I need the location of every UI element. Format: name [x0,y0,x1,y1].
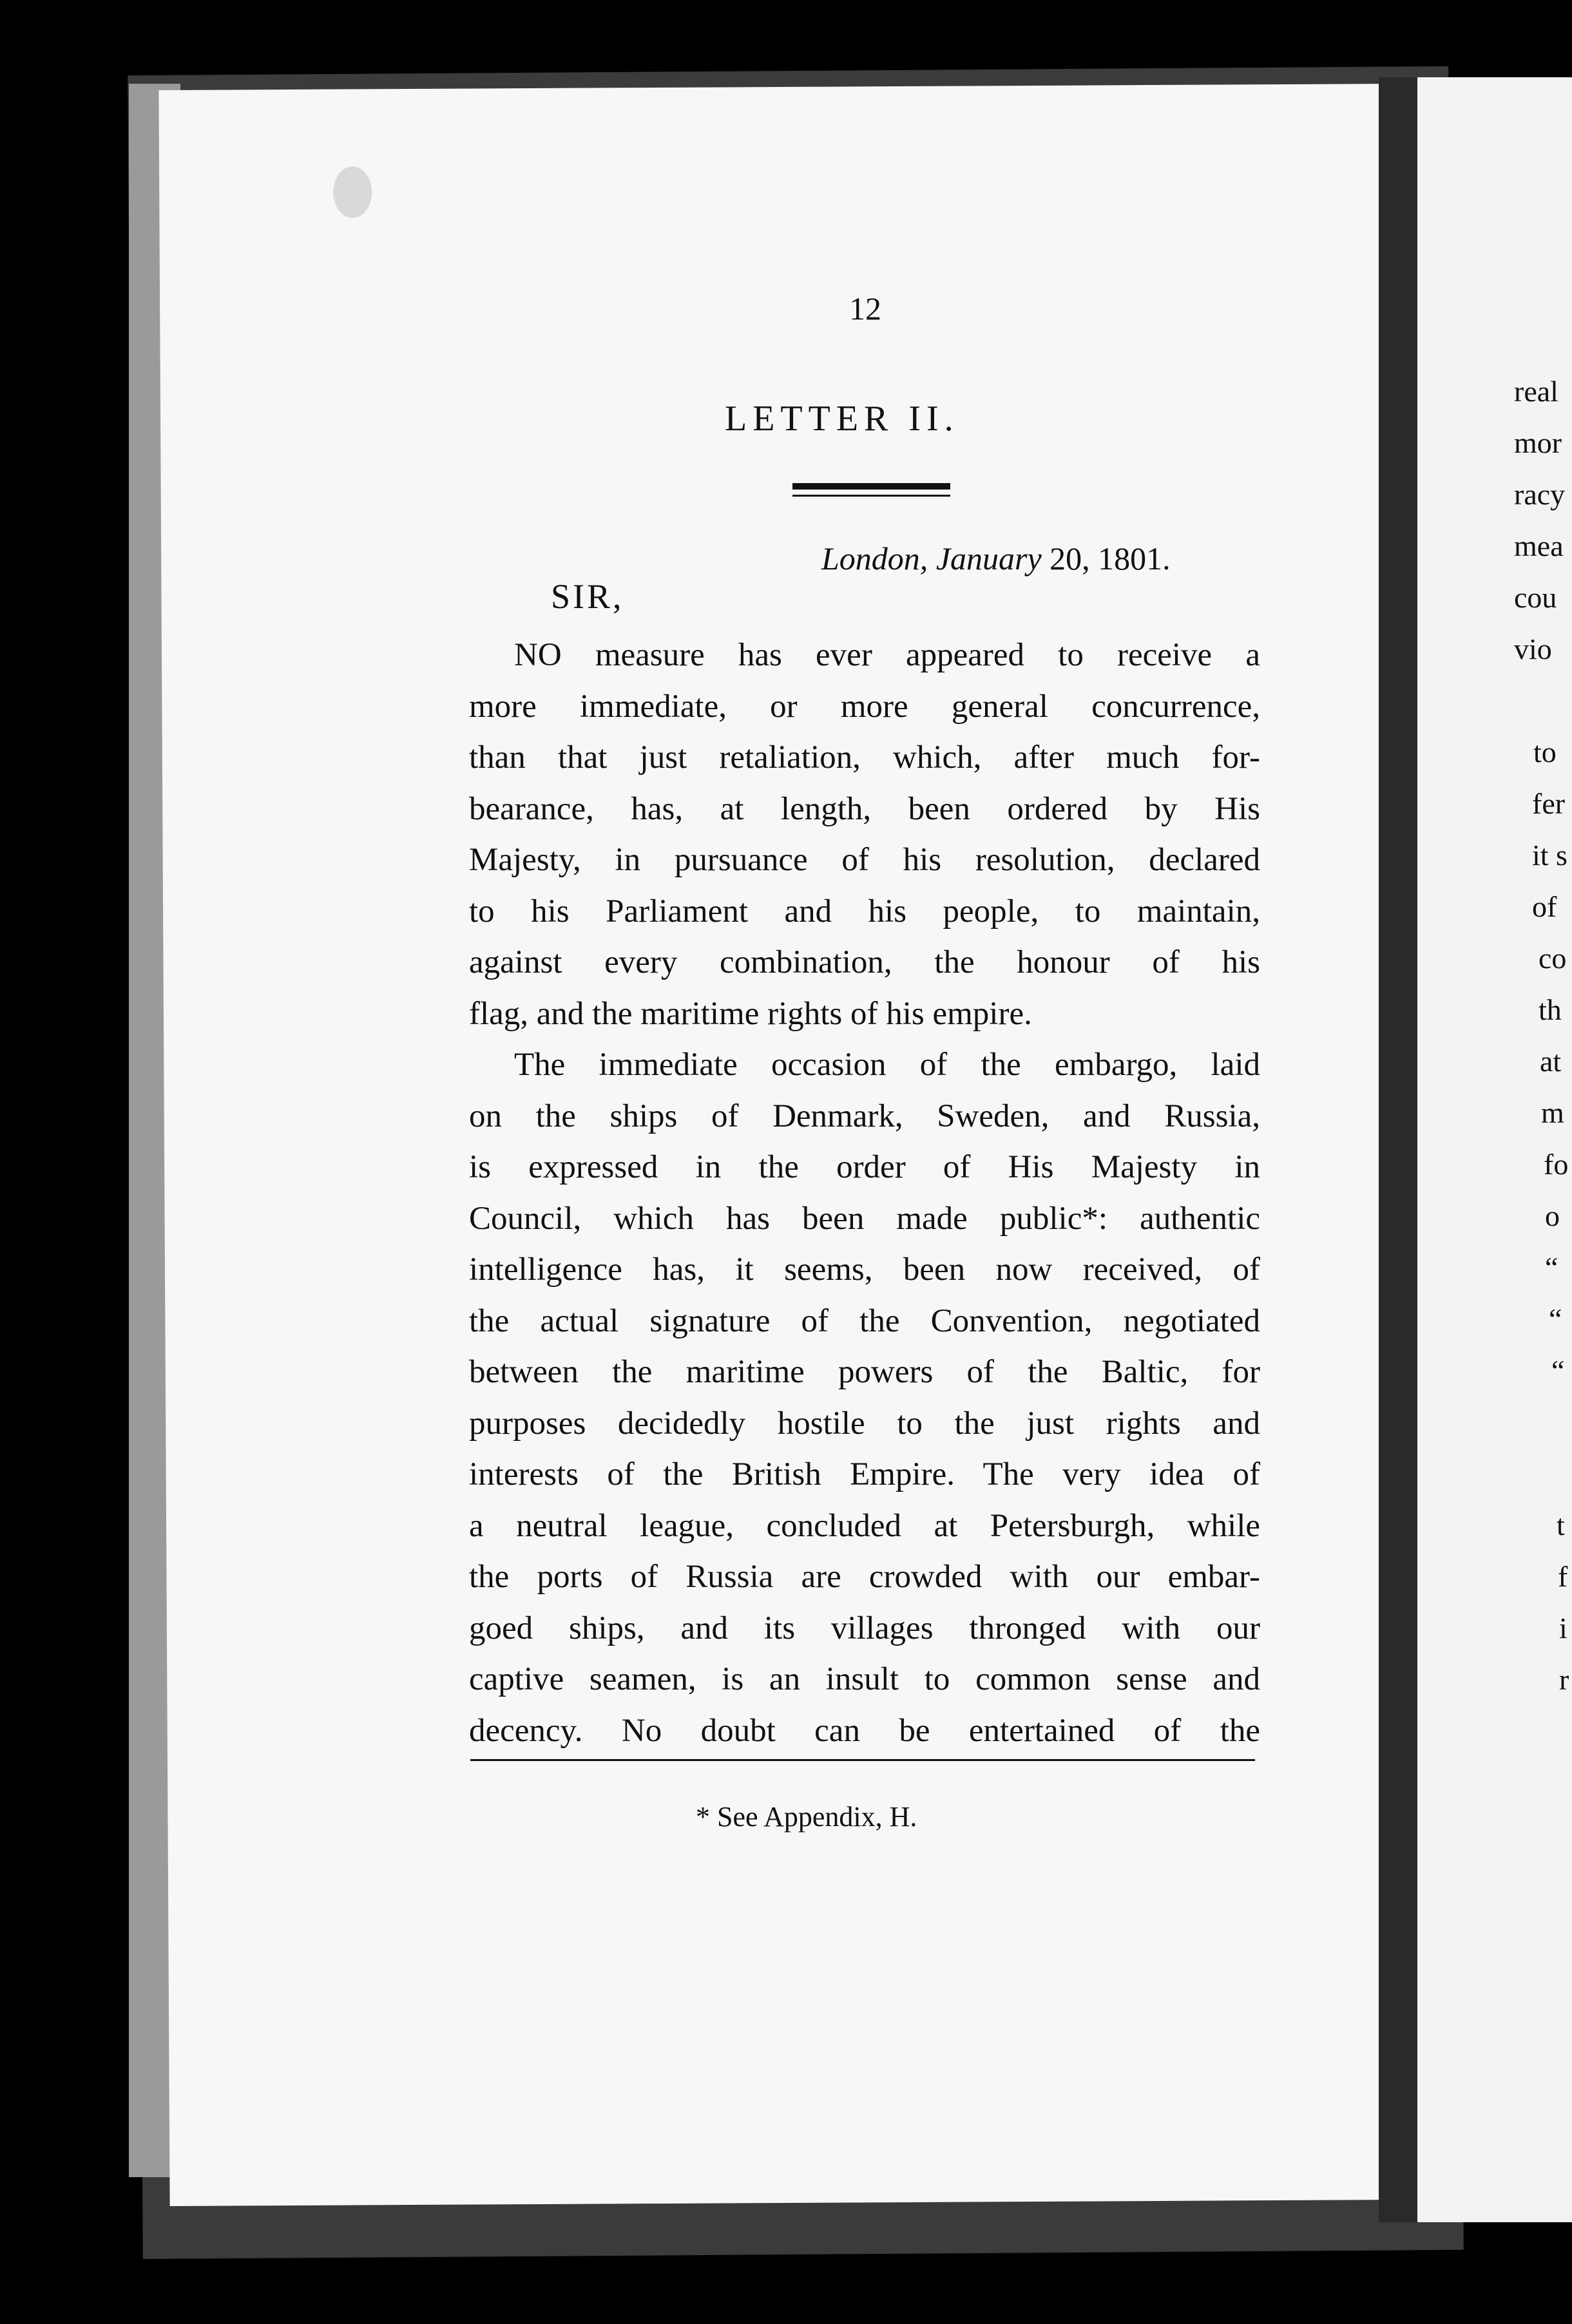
facing-page-fragment: real [1514,375,1558,408]
body-line: on the ships of Denmark, Sweden, and Russia, [469,1098,1260,1134]
title-ornament-rule [792,483,950,497]
body-line: NO measure has ever appeared to receive a [514,637,1260,673]
dateline-place: London, [821,540,928,576]
facing-page-fragment: mor [1514,426,1562,459]
facing-page-fragment: i [1559,1612,1567,1644]
body-line: the actual signature of the Convention, negotiated [469,1302,1260,1339]
footnote: * See Appendix, H. [696,1801,917,1833]
body-line: purposes decidedly hostile to the just rights and [469,1405,1260,1442]
facing-page-fragment: mea [1514,529,1564,562]
body-line: against every combination, the honour of his [469,944,1260,980]
letter-body [469,630,1260,1757]
body-line: intelligence has, it seems, been now received, of [469,1252,1260,1288]
body-line: than that just retaliation, which, after much for- [469,739,1260,776]
facing-page [1417,77,1572,2222]
facing-page-fragment: of [1532,890,1557,923]
facing-page-fragment: “ [1551,1354,1565,1387]
facing-page-fragment: fer [1532,787,1566,820]
body-line: interests of the British Empire. The very idea of [469,1456,1260,1492]
body-line: captive seamen, is an insult to common sense and [469,1661,1260,1697]
body-line: Council, which has been made public*: authentic [469,1200,1260,1237]
chapter-title: LETTER II. [725,399,959,439]
facing-page-fragment: co [1538,942,1567,975]
book-gutter [1379,77,1417,2222]
salutation: SIR, [551,577,624,616]
body-line: is expressed in the order of His Majesty in [469,1149,1260,1185]
facing-page-fragment: at [1540,1045,1562,1078]
facing-page-fragment: to [1533,736,1557,768]
dateline-month: January [935,540,1042,576]
facing-page-fragment: cou [1514,581,1557,614]
body-line: The immediate occasion of the embargo, laid [514,1047,1260,1083]
body-line: between the maritime powers of the Baltic, for [469,1354,1260,1390]
body-line: Majesty, in pursuance of his resolution, declared [469,842,1260,878]
body-line: the ports of Russia are crowded with our embar- [469,1559,1260,1595]
facing-page-fragment: th [1538,993,1562,1026]
body-line: flag, and the maritime rights of his empire. [469,995,1032,1032]
facing-page-fragment: o [1545,1199,1560,1232]
page-number: 12 [849,290,881,327]
body-line: goed ships, and its villages thronged with our [469,1610,1260,1646]
dateline [821,540,1171,577]
body-line: bearance, has, at length, been ordered by His [469,790,1260,827]
facing-page-fragment: m [1541,1096,1564,1129]
facing-page-fragment: fo [1544,1148,1569,1181]
facing-page-fragment: t [1557,1509,1565,1541]
facing-page-fragment: it s [1532,839,1567,872]
facing-page-fragment: vio [1514,633,1552,665]
facing-page-fragment: r [1559,1663,1569,1696]
facing-page-fragment: racy [1514,478,1566,511]
body-line: to his Parliament and his people, to maintain, [469,893,1260,929]
footnote-rule [470,1759,1255,1761]
body-line: a neutral league, concluded at Petersburgh, while [469,1507,1260,1544]
facing-page-fragment: “ [1545,1251,1558,1284]
facing-page-fragment: “ [1549,1302,1562,1335]
facing-page-fragment: f [1558,1560,1568,1593]
page-stain [333,166,372,218]
dateline-date: 20, 1801. [1050,540,1171,576]
body-line: decency. No doubt can be entertained of the [469,1712,1260,1749]
body-line: more immediate, or more general concurrence, [469,688,1260,725]
